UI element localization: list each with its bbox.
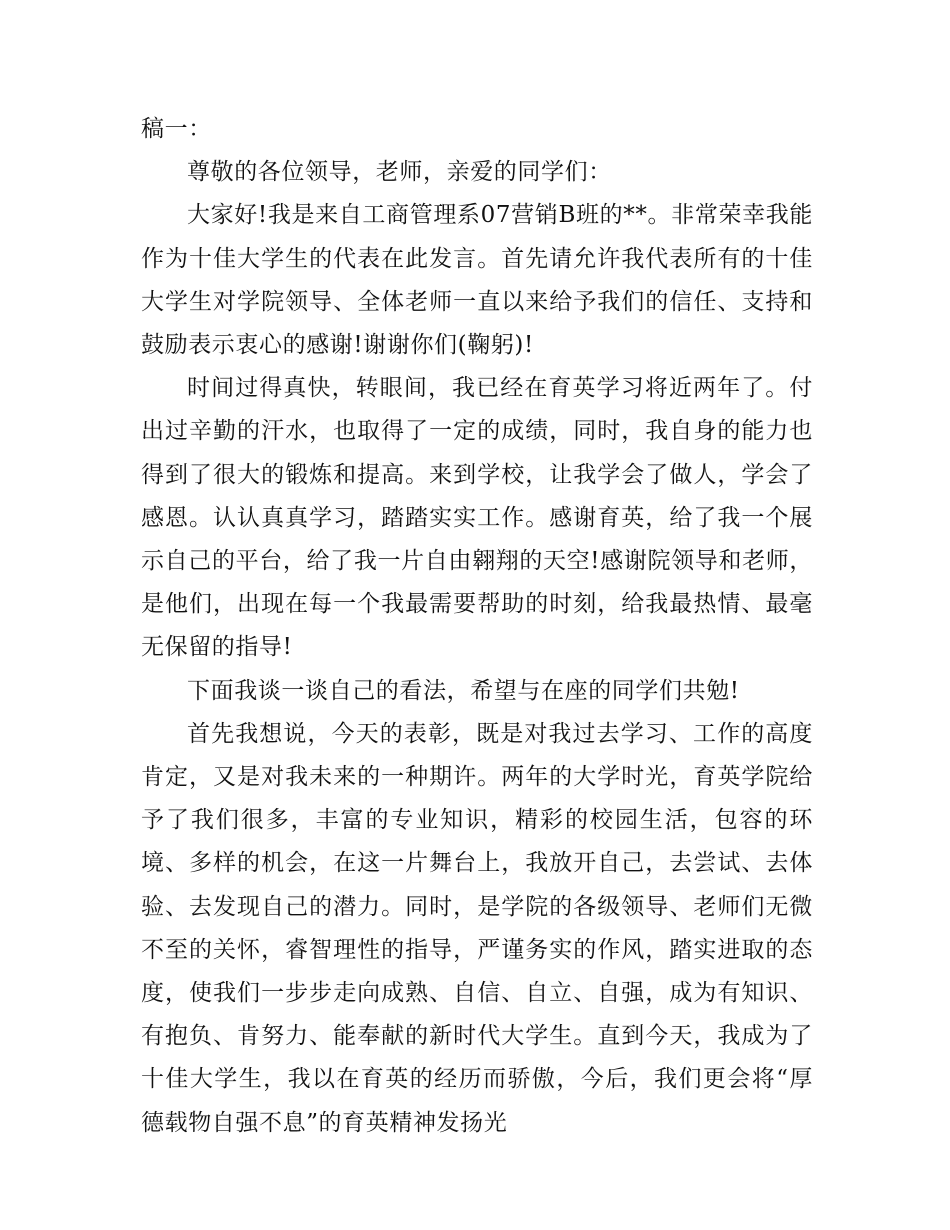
document-heading: 稿一： bbox=[141, 116, 212, 142]
document-body bbox=[141, 108, 813, 1145]
paragraph-time: 时间过得真快，转眼间，我已经在育英学习将近两年了。付出过辛勤的汗水，也取得了一定的成绩，同时，我自身的能力也得到了很大的锻炼和提高。来到学校，让我学会了做人，学会了感恩。认认真真学习，踏踏实实工作。感谢育英，给了我一个展示自己的平台，给了我一片自由翱翔的天空!感谢院领导和老师，是他们，出现在每一个我最需要帮助的时刻，给我最热情、最毫无保留的指导! bbox=[141, 375, 813, 661]
paragraph-greeting: 大家好!我是来自工商管理系07营销B班的**。非常荣幸我能作为十佳大学生的代表在此发言。首先请允许我代表所有的十佳大学生对学院领导、全体老师一直以来给予我们的信任、支持和鼓励表示衷心的感谢!谢谢你们(鞠躬)! bbox=[141, 202, 813, 359]
paragraph-recognition: 首先我想说，今天的表彰，既是对我过去学习、工作的高度肯定，又是对我未来的一种期许。两年的大学时光，育英学院给予了我们很多，丰富的专业知识，精彩的校园生活，包容的环境、多样的机会，在这一片舞台上，我放开自己，去尝试、去体验、去发现自己的潜力。同时，是学院的各级领导、老师们无微不至的关怀，睿智理性的指导，严谨务实的作风，踏实进取的态度，使我们一步步走向成熟、自信、自立、自强，成为有知识、有抱负、肯努力、能奉献的新时代大学生。直到今天，我成为了十佳大学生，我以在育英的经历而骄傲，今后，我们更会将“厚德载物自强不息”的育英精神发扬光 bbox=[141, 720, 813, 1136]
salutation: 尊敬的各位领导，老师，亲爱的同学们： bbox=[187, 159, 612, 186]
paragraph-views: 下面我谈一谈自己的看法，希望与在座的同学们共勉! bbox=[187, 677, 740, 704]
